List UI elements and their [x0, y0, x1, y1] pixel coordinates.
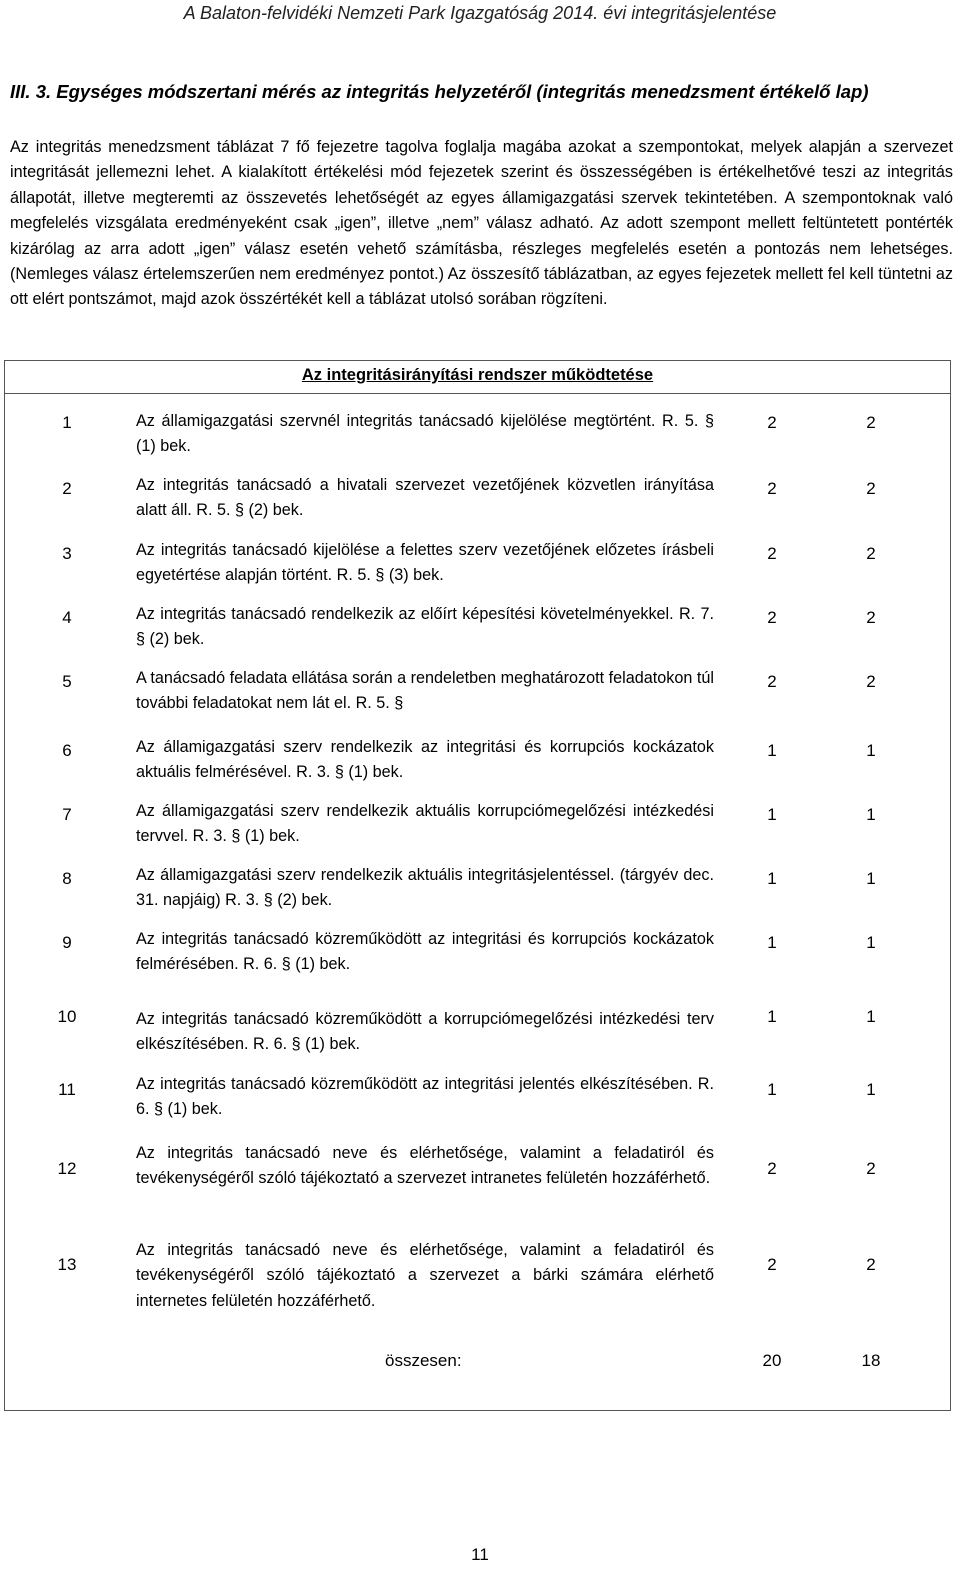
row-earned-points: 1	[866, 1080, 876, 1099]
row-earned-points: 1	[866, 805, 876, 824]
integrity-table	[4, 360, 951, 1411]
row-description: Az államigazgatási szerv rendelkezik az integritási és korrupciós kockázatok aktuális felmérésével. R. 3. § (1) bek.	[136, 738, 714, 782]
row-earned-points: 1	[866, 869, 876, 888]
row-number: 4	[62, 608, 72, 627]
row-number: 8	[62, 869, 72, 888]
row-number: 5	[62, 672, 72, 691]
row-description: Az integritás tanácsadó közreműködött az integritási jelentés elkészítésében. R. 6. § (1) bek.	[136, 1075, 714, 1119]
section-title: III. 3. Egységes módszertani mérés az integritás helyzetéről (integritás menedzsment értékelő lap)	[10, 81, 869, 102]
row-number: 10	[57, 1007, 77, 1026]
row-earned-points: 2	[866, 1255, 876, 1274]
row-earned-points: 2	[866, 544, 876, 563]
row-description: Az integritás tanácsadó neve és elérhetősége, valamint a feladatiról és tevékenységéről szóló tájékoztató a szervezet intranetes felületén hozzáférhető.	[136, 1144, 714, 1188]
row-max-points: 2	[767, 1255, 777, 1274]
row-max-points: 2	[767, 608, 777, 627]
row-number: 6	[62, 741, 72, 760]
row-earned-points: 2	[866, 413, 876, 432]
row-number: 11	[58, 1080, 76, 1099]
row-description: Az integritás tanácsadó neve és elérhetősége, valamint a feladatiról és tevékenységéről szóló tájékoztató a szervezet a bárki számára elérhető internetes felületén hozzáférhető.	[136, 1241, 714, 1310]
row-max-points: 2	[767, 479, 777, 498]
row-description: Az integritás tanácsadó kijelölése a felettes szerv vezetőjének előzetes írásbeli egyetértése alapján történt. R. 5. § (3) bek.	[136, 541, 714, 585]
row-max-points: 1	[767, 1007, 777, 1026]
row-number: 7	[62, 805, 72, 824]
intro-part-1: Az integritás menedzsment táblázat 7 fő fejezetre tagolva foglalja magába azokat a szempontokat, melyek alapján a szervezet integritását jellemezni lehet.	[10, 138, 953, 182]
row-earned-points: 1	[866, 741, 876, 760]
row-max-points: 2	[767, 672, 777, 691]
intro-paragraph	[10, 135, 953, 313]
row-earned-points: 2	[866, 672, 876, 691]
total-earned-points: 18	[861, 1351, 881, 1370]
page-header: A Balaton-felvidéki Nemzeti Park Igazgatóság 2014. évi integritásjelentése	[183, 3, 777, 23]
row-earned-points: 2	[866, 1159, 876, 1178]
row-max-points: 1	[767, 741, 777, 760]
row-earned-points: 2	[866, 608, 876, 627]
row-max-points: 2	[767, 544, 777, 563]
total-max-points: 20	[762, 1351, 782, 1370]
row-description: A tanácsadó feladata ellátása során a rendeletben meghatározott feladatokon túl további feladatokat nem lát el. R. 5. §	[136, 669, 714, 713]
row-max-points: 2	[767, 413, 777, 432]
row-description: Az integritás tanácsadó közreműködött az integritási és korrupciós kockázatok felmérésében. R. 6. § (1) bek.	[136, 930, 714, 974]
row-description: Az integritás tanácsadó közreműködött a korrupciómegelőzési intézkedési terv elkészítésében. R. 6. § (1) bek.	[136, 1010, 714, 1054]
row-max-points: 1	[767, 933, 777, 952]
row-description: Az államigazgatási szervnél integritás tanácsadó kijelölése megtörtént. R. 5. § (1) bek.	[136, 412, 714, 456]
intro-part-2: A kialakított értékelési mód fejezetek szerint és összességében is értékelhetővé teszi az integritás állapotát, illetve megteremti az összevetés lehetőségét az egyes államigazgatási szervek tekintetében. A szempontoknak való megfelelés vizsgálata eredményeként csak „igen”, illetve „nem” válasz adható. Az adott szempont mellett feltüntetett pontérték kizárólag az arra adott „igen” válasz esetén vehető számításba, részleges megfelelés esetén a pontozás nem lehetséges. (Nemleges válasz értelemszerűen nem eredményez pontot.) Az összesítő táblázatban, az egyes fejezetek mellett fel kell tüntetni az ott elért pontszámot, majd azok összértékét kell a táblázat utolsó sorában rögzíteni.	[10, 163, 953, 309]
table-title: Az integritásirányítási rendszer működtetése	[301, 366, 654, 384]
row-earned-points: 1	[866, 1007, 876, 1026]
row-description: Az integritás tanácsadó rendelkezik az előírt képesítési követelményekkel. R. 7. § (2) bek.	[136, 605, 714, 649]
row-description: Az államigazgatási szerv rendelkezik aktuális integritásjelentéssel. (tárgyév dec. 31. napjáig) R. 3. § (2) bek.	[136, 866, 714, 910]
row-number: 1	[62, 413, 72, 432]
row-max-points: 1	[767, 1080, 777, 1099]
row-number: 9	[62, 933, 72, 952]
row-earned-points: 1	[866, 933, 876, 952]
total-label: összesen:	[385, 1351, 462, 1370]
page-number: 11	[471, 1545, 489, 1564]
row-description: Az integritás tanácsadó a hivatali szervezet vezetőjének közvetlen irányítása alatt áll. R. 5. § (2) bek.	[136, 476, 714, 520]
table-title-divider	[5, 393, 950, 394]
row-number: 12	[57, 1159, 77, 1178]
row-number: 13	[57, 1255, 77, 1274]
row-earned-points: 2	[866, 479, 876, 498]
row-max-points: 1	[767, 869, 777, 888]
row-number: 2	[62, 479, 72, 498]
row-number: 3	[62, 544, 72, 563]
row-max-points: 2	[767, 1159, 777, 1178]
row-description: Az államigazgatási szerv rendelkezik aktuális korrupciómegelőzési intézkedési tervvel. R. 3. § (1) bek.	[136, 802, 714, 846]
row-max-points: 1	[767, 805, 777, 824]
